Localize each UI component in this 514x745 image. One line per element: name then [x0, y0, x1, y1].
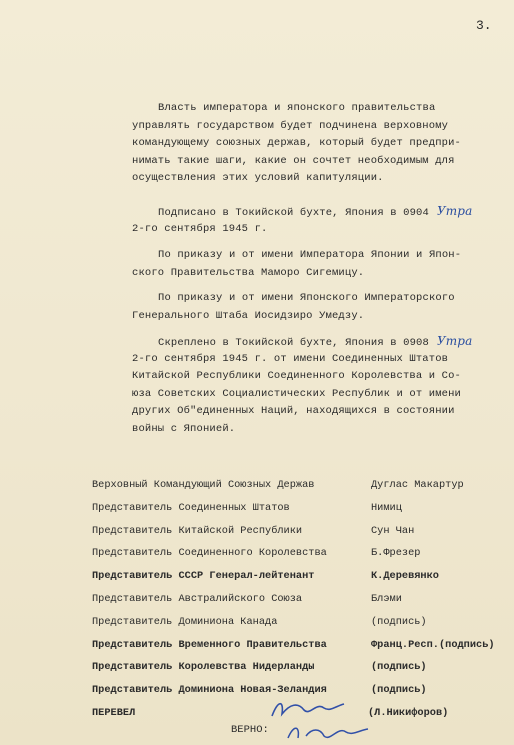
signatory-row	[92, 547, 510, 570]
signatory-name: (подпись)	[371, 615, 427, 628]
signatory-name: Франц.Респ.(подпись)	[371, 638, 495, 651]
signatory-role: Представитель Доминиона Канада	[92, 615, 278, 628]
verification-signature	[282, 720, 372, 744]
text-line: других Об"единенных Наций, находящихся в состоянии	[132, 405, 455, 418]
signed-japan-paragraph	[132, 203, 502, 238]
text-line: ского Правительства Маморо Сигемицу.	[132, 266, 365, 279]
verified-label: ВЕРНО:	[231, 724, 269, 736]
signatory-role: Представитель Доминиона Новая-Зеландия	[92, 684, 327, 697]
signatory-role: Представитель Австралийского Союза	[92, 592, 303, 605]
signatory-name: Дуглас Макартур	[371, 479, 464, 491]
signatory-row	[92, 525, 510, 548]
text-line: 2-го сентября 1945 г. от имени Соединенных Штатов	[132, 352, 449, 365]
text-line: По приказу и от имени Императора Японии и Япон-	[158, 249, 462, 261]
signatory-row	[92, 616, 510, 639]
text-line: Китайской Республики Соединенного Королевства и Со-	[132, 370, 462, 383]
signatory-name: К.Деревянко	[371, 570, 439, 583]
signatory-name: Б.Фрезер	[371, 547, 421, 560]
text-line	[132, 333, 502, 351]
signatories-list	[92, 479, 510, 730]
text-line: юза Советских Социалистических Республик и от имени	[132, 387, 462, 400]
signatory-role: Представитель СССР Генерал-лейтенант	[92, 570, 315, 583]
signatory-role: Представитель Королевства Нидерланды	[92, 661, 315, 674]
signatory-row	[92, 570, 510, 593]
text-line: Генерального Штаба Иосидзиро Умедзу.	[132, 309, 365, 322]
handwritten-time-note: Утра	[436, 334, 473, 348]
text-line: осуществления этих условий капитуляции.	[132, 172, 384, 185]
signatory-row	[92, 639, 510, 662]
signatory-role: Представитель Временного Правительства	[92, 638, 327, 651]
text-line: командующему союзных держав, который будет предпри-	[132, 137, 462, 150]
signatory-role: Верховный Командующий Союзных Держав	[92, 479, 315, 491]
signatory-name: (подпись)	[371, 684, 427, 697]
staff-order-paragraph	[132, 290, 502, 325]
signatory-name: Сун Чан	[371, 524, 415, 537]
intro-paragraph	[132, 100, 502, 188]
signatory-row	[92, 593, 510, 616]
translated-label: ПЕРЕВЕЛ	[92, 706, 136, 719]
sealed-paragraph	[132, 333, 502, 439]
text-line	[132, 203, 502, 221]
signatory-row	[92, 661, 510, 684]
signed-text: Подписано в Токийской бухте, Япония в 0904	[158, 207, 429, 219]
text-line: управлять государством будет подчинена верховному	[132, 119, 449, 132]
text-line: 2-го сентября 1945 г.	[132, 222, 268, 235]
signatory-role: Представитель Соединенного Королевства	[92, 547, 327, 560]
translator-signature	[268, 696, 348, 722]
text-line: войны с Японией.	[132, 422, 236, 435]
emperor-order-paragraph	[132, 247, 502, 282]
signatory-row	[92, 479, 510, 502]
sealed-text: Скреплено в Токийской бухте, Япония в 0908	[158, 337, 429, 349]
text-line: нимать такие шаги, какие он сочтет необходимым для	[132, 154, 455, 167]
handwritten-time-note: Утра	[436, 204, 473, 218]
text-line: По приказу и от имени Японского Императорского	[158, 292, 455, 304]
signatory-name: Блэми	[371, 592, 402, 605]
signatory-name: (подпись)	[371, 661, 427, 674]
signatory-row	[92, 502, 510, 525]
signatory-role: Представитель Соединенных Штатов	[92, 501, 290, 514]
text-line: Власть императора и японского правительства	[158, 102, 436, 114]
translator-name: (Л.Никифоров)	[368, 706, 449, 719]
page-number: 3.	[476, 18, 492, 33]
signatory-role: Представитель Китайской Республики	[92, 524, 303, 537]
signatory-name: Нимиц	[371, 501, 402, 514]
